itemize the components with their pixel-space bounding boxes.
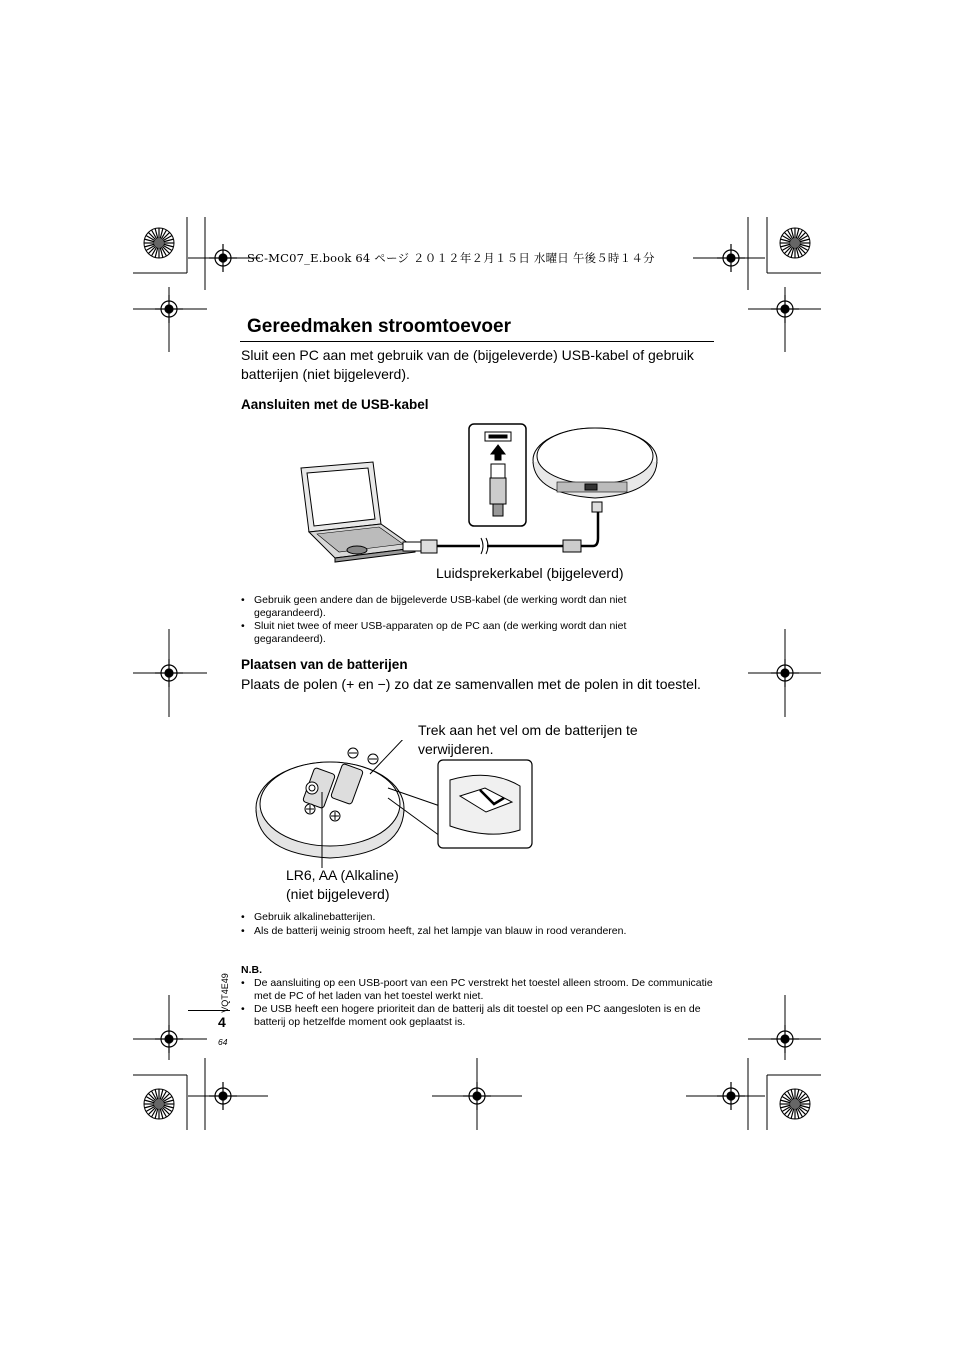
registration-target-icon	[771, 295, 799, 323]
laptop-icon	[301, 462, 415, 562]
starburst-mark-icon	[780, 228, 810, 258]
nb-notes-list	[241, 977, 715, 1029]
minus-terminal-icon	[348, 748, 378, 764]
list-item: • De aansluiting op een USB-poort van een PC verstrekt het toestel alleen stroom. De communicatie met de PC of het laden van het toestel werkt niet.	[241, 977, 715, 1002]
battery-supply-line: (niet bijgeleverd)	[286, 886, 390, 902]
intro-paragraph: Sluit een PC aan met gebruik van de (bijgeleverde) USB-kabel of gebruik batterijen (niet bijgeleverd).	[241, 347, 694, 382]
list-item: • Gebruik alkalinebatterijen.	[241, 911, 711, 924]
registration-target-icon	[717, 1082, 745, 1110]
battery-instruction: Plaats de polen (+ en −) zo dat ze samenvallen met de polen in dit toestel.	[241, 676, 701, 692]
usb-heading: Aansluiten met de USB-kabel	[241, 397, 429, 412]
speaker-icon	[533, 428, 657, 498]
registration-target-icon	[771, 1025, 799, 1053]
usb-plug-icon	[403, 540, 437, 553]
list-item: • Sluit niet twee of meer USB-apparaten op de PC aan (de werking wordt dan niet gegarandeerd).	[241, 620, 701, 645]
registration-target-icon	[155, 659, 183, 687]
usb-connection-illustration	[295, 420, 665, 570]
registration-target-icon	[771, 659, 799, 687]
book-page-number: 64	[218, 1037, 228, 1047]
battery-type-callout	[286, 866, 446, 904]
registration-target-icon	[463, 1082, 491, 1110]
registration-target-icon	[155, 1025, 183, 1053]
starburst-mark-icon	[144, 1089, 174, 1119]
section-title: Gereedmaken stroomtoevoer	[247, 316, 511, 337]
page-number: 4	[218, 1014, 226, 1030]
registration-target-icon	[209, 1082, 237, 1110]
title-underline	[240, 341, 714, 342]
registration-target-icon	[209, 244, 237, 272]
list-item: • Als de batterij weinig stroom heeft, zal het lampje van blauw in rood veranderen.	[241, 925, 711, 938]
usb-notes-list	[241, 594, 701, 646]
side-rule	[188, 1010, 230, 1011]
battery-illustration	[250, 740, 540, 870]
remove-sheet-callout: Trek aan het vel om de batterijen te verwijderen.	[418, 722, 638, 757]
registration-target-icon	[155, 295, 183, 323]
battery-type-line: LR6, AA (Alkaline)	[286, 867, 399, 883]
battery-notes-list	[241, 911, 711, 938]
registration-target-icon	[717, 244, 745, 272]
battery-heading: Plaatsen van de batterijen	[241, 657, 408, 672]
nb-label: N.B.	[241, 964, 262, 976]
document-code: VQT4E49	[220, 973, 230, 1013]
usb-cable-caption: Luidsprekerkabel (bijgeleverd)	[436, 565, 624, 581]
list-item: • De USB heeft een hogere prioriteit dan de batterij als dit toestel op een PC aangesloten is en de batterij op hetzelfde moment ook geplaatst is.	[241, 1003, 715, 1028]
file-header-line: SC-MC07_E.book 64 ページ ２０１２年２月１５日 水曜日 午後５時１４分	[247, 251, 655, 265]
list-item: • Gebruik geen andere dan de bijgeleverde USB-kabel (de werking wordt dan niet gegarandeerd).	[241, 594, 701, 619]
starburst-mark-icon	[780, 1089, 810, 1119]
starburst-mark-icon	[144, 228, 174, 258]
